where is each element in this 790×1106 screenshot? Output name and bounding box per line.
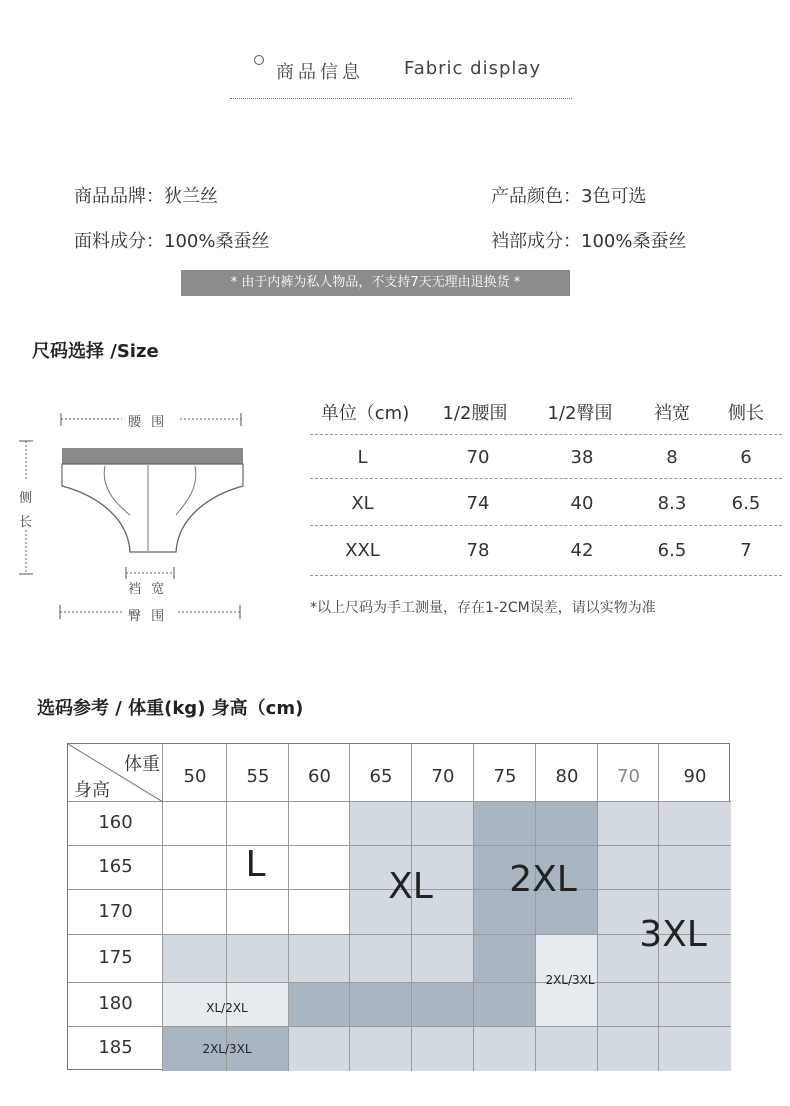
zone-label-2xl-3xl-mid: 2XL/3XL — [545, 973, 595, 987]
size-cell: 74 — [466, 493, 490, 514]
grid-cell — [474, 802, 536, 846]
size-cell: 40 — [570, 493, 594, 514]
grid-cell — [598, 983, 659, 1027]
header-title-cn: 商品信息 — [276, 62, 364, 83]
size-header-waist: 1/2腰围 — [442, 403, 508, 424]
size-header-side: 侧长 — [728, 403, 764, 424]
weight-header: 65 — [369, 766, 393, 787]
grid-cell — [289, 890, 350, 935]
grid-cell — [227, 890, 289, 935]
size-cell: XL — [351, 493, 374, 514]
info-brand: 商品品牌：狄兰丝 — [74, 186, 218, 207]
size-cell: XXL — [345, 540, 380, 561]
grid-cell — [536, 983, 598, 1027]
info-color: 产品颜色：3色可选 — [491, 186, 647, 207]
grid-cell — [659, 983, 731, 1027]
size-row-divider — [310, 525, 782, 526]
corner-weight-label: 体重 — [124, 754, 160, 775]
diagram-side-label-2: 长 — [19, 515, 36, 530]
grid-cell — [659, 1027, 731, 1071]
grid-cell — [536, 802, 598, 846]
grid-cell — [350, 935, 412, 983]
grid-cell — [163, 846, 227, 890]
size-reference-grid — [67, 743, 730, 1070]
grid-cell — [474, 1027, 536, 1071]
size-measure-note: *以上尺码为手工测量，存在1-2CM误差，请以实物为准 — [310, 600, 656, 616]
size-row-divider — [310, 434, 782, 435]
header-circle-icon — [254, 55, 264, 65]
size-cell: 8 — [666, 447, 678, 468]
diagram-crotch-label: 裆 宽 — [128, 582, 168, 597]
height-header: 175 — [98, 947, 133, 968]
zone-label-2xl-3xl-low: 2XL/3XL — [202, 1042, 252, 1056]
zone-label-xl: XL — [388, 866, 433, 907]
size-section-title: 尺码选择 /Size — [32, 341, 159, 362]
size-cell: 42 — [570, 540, 594, 561]
size-header-unit: 单位（cm) — [320, 403, 410, 424]
grid-cell — [227, 802, 289, 846]
header-title-en: Fabric display — [404, 58, 542, 79]
height-header: 170 — [98, 901, 133, 922]
grid-cell — [289, 935, 350, 983]
grid-cell — [289, 983, 350, 1027]
brief-diagram — [10, 395, 250, 635]
size-cell: 7 — [740, 540, 752, 561]
grid-cell — [163, 935, 227, 983]
diagram-waist-label: 腰 围 — [128, 415, 168, 430]
grid-cell — [598, 802, 659, 846]
weight-header: 90 — [683, 766, 707, 787]
header-divider — [230, 98, 572, 99]
grid-cell — [163, 802, 227, 846]
grid-cell — [598, 1027, 659, 1071]
corner-height-label: 身高 — [74, 780, 110, 801]
grid-cell — [163, 890, 227, 935]
size-cell: L — [357, 447, 368, 468]
size-cell: 6.5 — [657, 540, 687, 561]
grid-cell — [412, 802, 474, 846]
reference-section-title: 选码参考 / 体重(kg) 身高（cm) — [37, 698, 304, 719]
grid-cell — [598, 846, 659, 890]
grid-cell — [536, 1027, 598, 1071]
size-header-crotch: 裆宽 — [654, 403, 690, 424]
grid-cell — [289, 1027, 350, 1071]
grid-cell — [659, 802, 731, 846]
weight-header: 75 — [493, 766, 517, 787]
grid-cell — [474, 983, 536, 1027]
height-header: 180 — [98, 993, 133, 1014]
return-notice: * 由于内裤为私人物品，不支持7天无理由退换货 * — [181, 270, 570, 296]
diagram-hip-label: 臀 围 — [128, 609, 168, 624]
grid-cell — [474, 935, 536, 983]
grid-cell — [659, 846, 731, 890]
weight-header: 55 — [246, 766, 270, 787]
zone-label-l: L — [245, 844, 266, 885]
weight-header: 70 — [617, 766, 640, 787]
weight-header: 50 — [183, 766, 207, 787]
grid-cell — [289, 802, 350, 846]
zone-label-3xl: 3XL — [639, 914, 707, 955]
height-header: 185 — [98, 1037, 133, 1058]
grid-cell — [350, 802, 412, 846]
grid-cell — [412, 983, 474, 1027]
size-cell: 70 — [466, 447, 490, 468]
size-cell: 8.3 — [657, 493, 687, 514]
size-cell: 38 — [570, 447, 594, 468]
grid-cell — [350, 983, 412, 1027]
height-header: 165 — [98, 856, 133, 877]
grid-cell — [412, 1027, 474, 1071]
height-header: 160 — [98, 812, 133, 833]
size-row-divider — [310, 575, 782, 576]
grid-cell — [350, 1027, 412, 1071]
weight-header: 80 — [555, 766, 579, 787]
size-cell: 6.5 — [731, 493, 761, 514]
grid-cell — [289, 846, 350, 890]
brief-drawing — [10, 395, 250, 635]
weight-header: 60 — [308, 766, 331, 787]
info-crotch: 裆部成分：100%桑蚕丝 — [491, 231, 687, 252]
diagram-side-label-1: 侧 — [19, 491, 36, 506]
info-fabric: 面料成分：100%桑蚕丝 — [74, 231, 270, 252]
size-row-divider — [310, 478, 782, 479]
size-cell: 78 — [466, 540, 490, 561]
grid-cell — [227, 935, 289, 983]
grid-cell — [412, 935, 474, 983]
zone-label-xl-2xl: XL/2XL — [206, 1001, 248, 1015]
size-header-hip: 1/2臀围 — [547, 403, 613, 424]
size-cell: 6 — [740, 447, 752, 468]
zone-label-2xl: 2XL — [509, 859, 577, 900]
weight-header: 70 — [431, 766, 455, 787]
